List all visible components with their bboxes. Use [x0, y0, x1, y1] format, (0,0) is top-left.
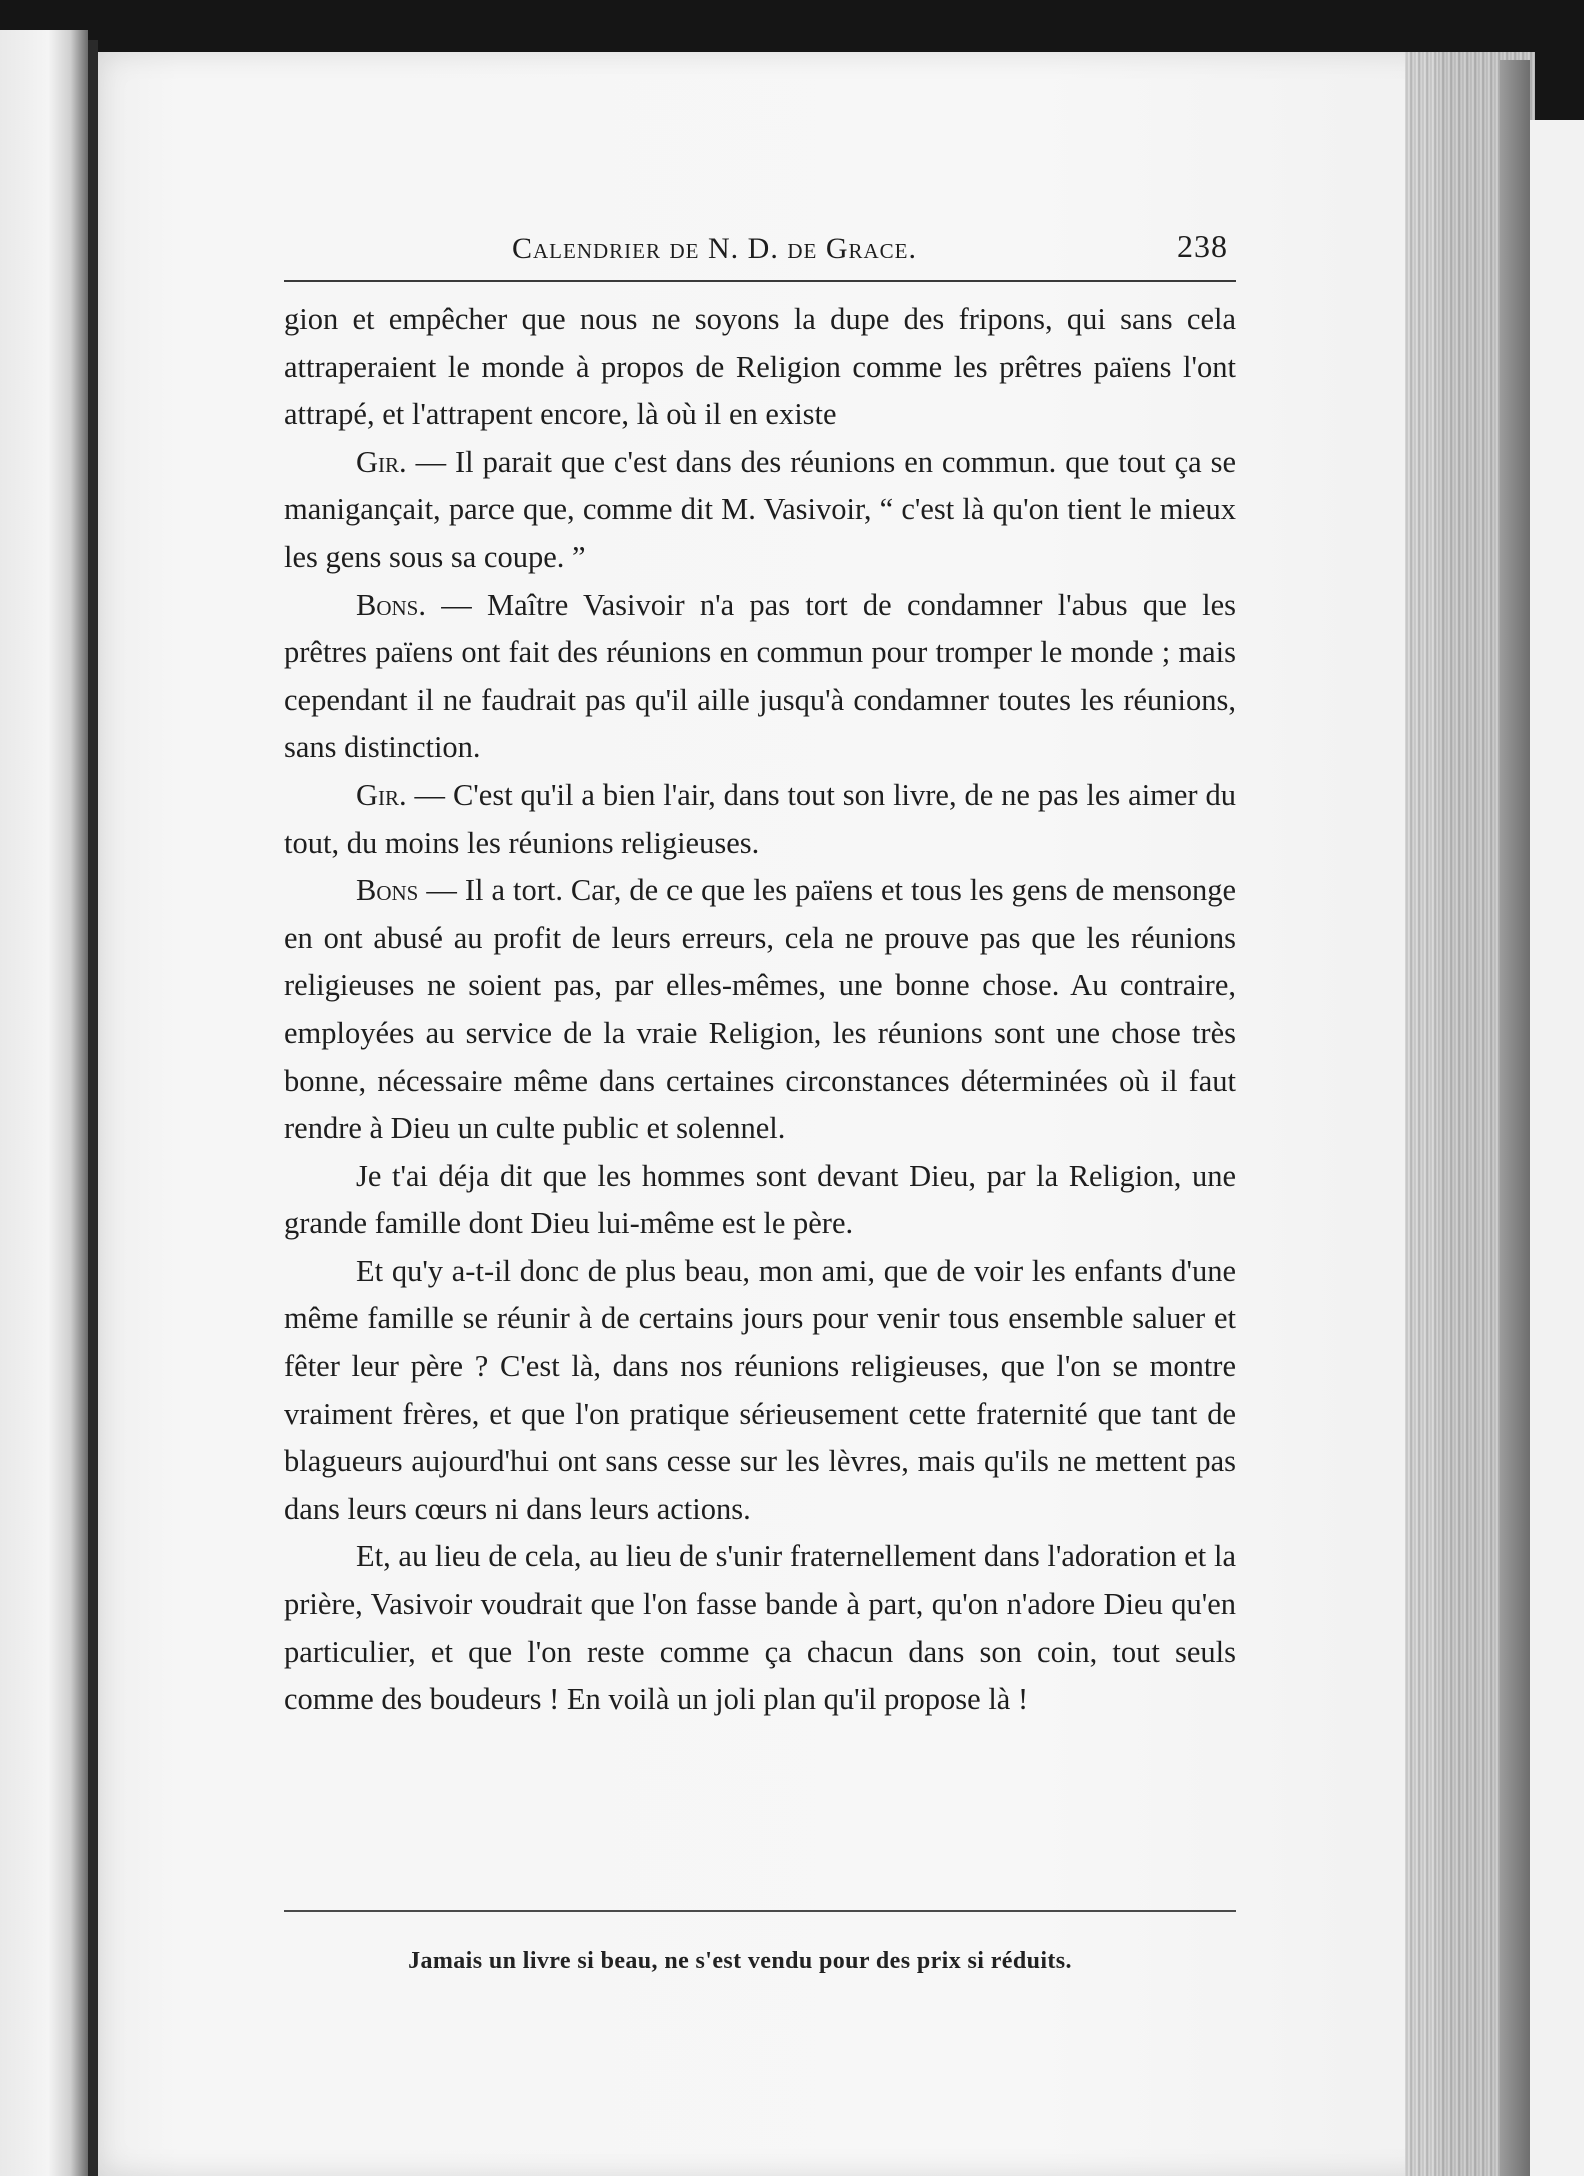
running-title: Calendrier de N. D. de Grace. — [512, 232, 917, 265]
paragraph — [284, 296, 1236, 439]
paragraph — [284, 582, 1236, 772]
paragraph-speaker: Gir. — [356, 777, 407, 812]
paragraph — [284, 1153, 1236, 1248]
paragraph-speaker: Gir. — [356, 444, 407, 479]
paragraph-text: — C'est qu'il a bien l'air, dans tout son livre, de ne pas les aimer du tout, du moins les réunions religieuses. — [284, 777, 1236, 860]
page-number: 238 — [1177, 228, 1228, 264]
book-gutter — [88, 40, 98, 2176]
paragraph — [284, 439, 1236, 582]
facing-page-edge — [0, 30, 88, 2176]
paragraph — [284, 1533, 1236, 1723]
page-content — [284, 228, 1236, 1974]
paragraph-text: Et qu'y a-t-il donc de plus beau, mon ami, que de voir les enfants d'une même famille se réunir à de certains jours pour venir tous ensemble saluer et fêter leur père ? C'est là, dans nos réunions religieuses, que l'on se montre vraiment frères, et que l'on pratique sérieusement cette fraternité que tant de blagueurs aujourd'hui ont sans cesse sur les lèvres, mais qu'ils ne mettent pas dans leurs cœurs ni dans leurs actions. — [284, 1253, 1236, 1526]
paragraph — [284, 867, 1236, 1153]
page-fore-edge-shadow — [1500, 60, 1530, 2176]
running-head — [284, 228, 1236, 282]
paragraph-speaker: Bons. — [356, 587, 426, 622]
paragraph-text: gion et empêcher que nous ne soyons la dupe des fripons, qui sans cela attraperaient le monde à propos de Religion comme les prêtres païens l'ont attrapé, et l'attrapent encore, là où il en existe — [284, 302, 1236, 432]
paragraph-text: Je t'ai déja dit que les hommes sont devant Dieu, par la Religion, une grande famille dont Dieu lui-même est le père. — [284, 1158, 1236, 1241]
paragraph — [284, 1248, 1236, 1534]
footer-advertisement: Jamais un livre si beau, ne s'est vendu pour des prix si réduits. — [408, 1948, 1072, 1974]
paragraph — [284, 772, 1236, 867]
next-page-edge — [1530, 120, 1584, 2176]
footer-rule — [284, 1910, 1236, 1912]
paragraph-text: — Il parait que c'est dans des réunions en commun. que tout ça se manigançait, parce que, comme dit M. Vasivoir, “ c'est là qu'on tient le mieux les gens sous sa coupe. ” — [284, 444, 1236, 574]
paragraph-text: Et, au lieu de cela, au lieu de s'unir fraternellement dans l'adoration et la prière, Vasivoir voudrait que l'on fasse bande à part, qu'on n'adore Dieu qu'en particulier, et que l'on reste comme ça chacun dans son coin, tout seuls comme des boudeurs ! En voilà un joli plan qu'il propose là ! — [284, 1539, 1236, 1717]
paragraph-speaker: Bons — [356, 873, 419, 908]
body-text — [284, 296, 1236, 1724]
paragraph-text: — Maître Vasivoir n'a pas tort de condamner l'abus que les prêtres païens ont fait des réunions en commun pour tromper le monde ; mais cependant il ne faudrait pas qu'il aille jusqu'à condamner toutes les réunions, sans distinction. — [284, 587, 1236, 765]
paragraph-text: — Il a tort. Car, de ce que les païens et tous les gens de mensonge en ont abusé au profit de leurs erreurs, cela ne prouve pas que les réunions religieuses ne soient pas, par elles-mêmes, une bonne chose. Au contraire, employées au service de la vraie Religion, les réunions sont une chose très bonne, nécessaire même dans certaines circonstances déterminées où il faut rendre à Dieu un culte public et solennel. — [284, 873, 1236, 1146]
